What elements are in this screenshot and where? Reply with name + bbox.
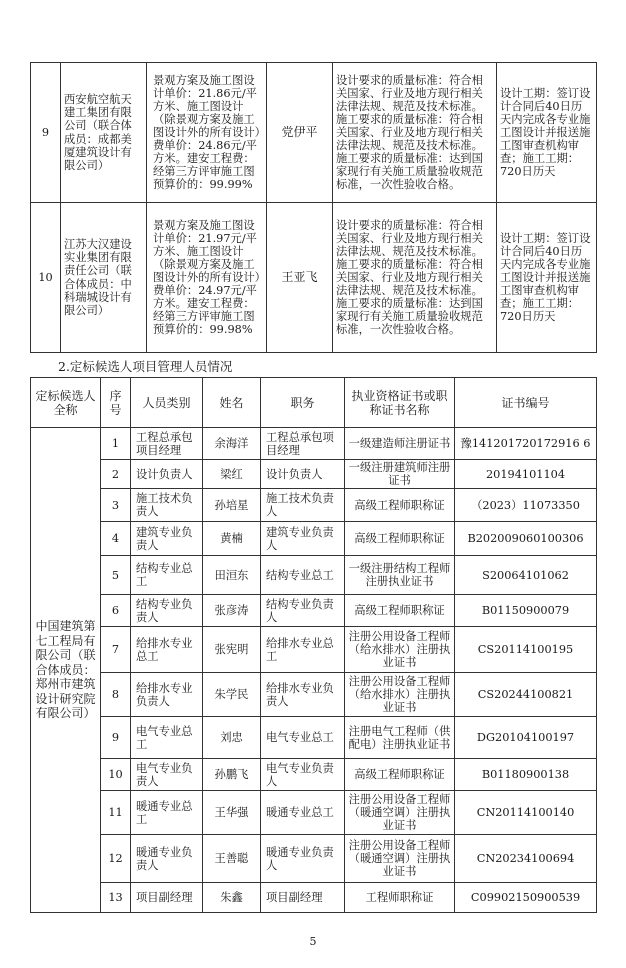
candidate-row <box>31 203 597 353</box>
staff-position: 暖通专业总工 <box>261 791 345 835</box>
staff-row <box>31 717 597 759</box>
header-category: 人员类别 <box>131 378 203 428</box>
staff-cert-no: 20194101104 <box>455 460 597 489</box>
company-name: 江苏大汉建设实业集团有限责任公司（联合体成员：中科瑞城设计有限公司） <box>61 203 147 353</box>
staff-category: 给排水专业负责人 <box>131 673 203 717</box>
staff-qualification: 一级注册结构工程师 注册执业证书 <box>345 556 455 595</box>
staff-qualification: 注册公用设备工程师（给水排水）注册执业证书 <box>345 627 455 673</box>
staff-no: 3 <box>101 489 131 522</box>
staff-position: 施工技术负责人 <box>261 489 345 522</box>
candidate-table <box>30 62 597 353</box>
staff-position: 暖通专业负责人 <box>261 835 345 883</box>
staff-row <box>31 595 597 627</box>
staff-name: 余海洋 <box>203 428 261 460</box>
staff-no: 2 <box>101 460 131 489</box>
header-row <box>31 378 597 428</box>
staff-qualification: 一级注册建筑师注册证书 <box>345 460 455 489</box>
staff-name: 张彦涛 <box>203 595 261 627</box>
staff-row <box>31 627 597 673</box>
staff-row <box>31 791 597 835</box>
staff-qualification: 高级工程师职称证 <box>345 522 455 556</box>
staff-category: 电气专业总工 <box>131 717 203 759</box>
staff-position: 项目副经理 <box>261 883 345 913</box>
staff-cert-no: 豫141201720172916 6 <box>455 428 597 460</box>
staff-name: 孙培星 <box>203 489 261 522</box>
staff-category: 暖通专业负责人 <box>131 835 203 883</box>
staff-no: 13 <box>101 883 131 913</box>
staff-cert-no: S20064101062 <box>455 556 597 595</box>
staff-position: 电气专业总工 <box>261 717 345 759</box>
header-candidate: 定标候选人全称 <box>31 378 101 428</box>
staff-cert-no: B01180900138 <box>455 759 597 791</box>
construction-period: 设计工期：签订设计合同后40日历天内完成各专业施工图设计并报送施工图审查机构审查；施工工期：720日历天 <box>497 203 597 353</box>
staff-cert-no: （2023）11073350 <box>455 489 597 522</box>
staff-category: 给排水专业总工 <box>131 627 203 673</box>
staff-row <box>31 489 597 522</box>
staff-qualification: 工程师职称证 <box>345 883 455 913</box>
project-manager-name: 王亚飞 <box>267 203 333 353</box>
staff-row <box>31 556 597 595</box>
candidate-row <box>31 63 597 203</box>
staff-no: 1 <box>101 428 131 460</box>
staff-qualification: 高级工程师职称证 <box>345 595 455 627</box>
staff-row <box>31 428 597 460</box>
staff-row <box>31 759 597 791</box>
staff-row <box>31 883 597 913</box>
row-number: 9 <box>31 63 61 203</box>
staff-qualification: 高级工程师职称证 <box>345 759 455 791</box>
project-manager-name: 党伊平 <box>267 63 333 203</box>
staff-category: 施工技术负责人 <box>131 489 203 522</box>
staff-cert-no: B202009060100306 <box>455 522 597 556</box>
candidate-company: 中国建筑第七工程局有限公司（联合体成员：郑州市建筑设计研究院有限公司） <box>31 428 101 913</box>
staff-cert-no: C09902150900539 <box>455 883 597 913</box>
staff-position: 工程总承包项目经理 <box>261 428 345 460</box>
staff-no: 4 <box>101 522 131 556</box>
staff-name: 刘忠 <box>203 717 261 759</box>
staff-category: 暖通专业总工 <box>131 791 203 835</box>
staff-name: 王华强 <box>203 791 261 835</box>
staff-name: 梁红 <box>203 460 261 489</box>
staff-row <box>31 522 597 556</box>
staff-position: 结构专业负责人 <box>261 595 345 627</box>
staff-category: 结构专业负责人 <box>131 595 203 627</box>
staff-cert-no: CS20244100821 <box>455 673 597 717</box>
staff-position: 设计负责人 <box>261 460 345 489</box>
fee-description: 景观方案及施工图设计单价：21.86元/平方米、施工图设计（除景观方案及施工图设计外的所有设计）费单价：24.86元/平方米。建安工程费：经第三方评审施工图预算价的：99.99% <box>147 63 267 203</box>
staff-category: 项目副经理 <box>131 883 203 913</box>
staff-cert-no: CN20234100694 <box>455 835 597 883</box>
fee-description: 景观方案及施工图设计单价：21.97元/平方米、施工图设计（除景观方案及施工图设计外的所有设计）费单价：24.97元/平方米。建安工程费：经第三方评审施工图预算价的：99.98% <box>147 203 267 353</box>
staff-position: 给排水专业负责人 <box>261 673 345 717</box>
staff-qualification: 注册公用设备工程师（暖通空调）注册执业证书 <box>345 791 455 835</box>
section-title: 2.定标候选人项目管理人员情况 <box>58 359 233 374</box>
staff-no: 11 <box>101 791 131 835</box>
header-no: 序号 <box>101 378 131 428</box>
staff-qualification: 注册电气工程师（供配电）注册执业证书 <box>345 717 455 759</box>
staff-cert-no: DG20104100197 <box>455 717 597 759</box>
staff-name: 朱学民 <box>203 673 261 717</box>
staff-name: 田洹东 <box>203 556 261 595</box>
staff-category: 电气专业负责人 <box>131 759 203 791</box>
staff-cert-no: CS20114100195 <box>455 627 597 673</box>
staff-row <box>31 460 597 489</box>
staff-cert-no: B01150900079 <box>455 595 597 627</box>
quality-standard: 设计要求的质量标准：符合相关国家、行业及地方现行相关法律法规、规范及技术标准。施工要求的质量标准：符合相关国家、行业及地方现行相关法律法规、规范及技术标准。施工要求的质量标准：达到国家现行有关施工质量验收规范标准，一次性验收合格。 <box>333 203 497 353</box>
staff-no: 5 <box>101 556 131 595</box>
staff-table <box>30 377 597 913</box>
row-number: 10 <box>31 203 61 353</box>
staff-category: 结构专业总工 <box>131 556 203 595</box>
staff-qualification: 注册公用设备工程师（暖通空调）注册执业证书 <box>345 835 455 883</box>
staff-category: 建筑专业负责人 <box>131 522 203 556</box>
staff-no: 7 <box>101 627 131 673</box>
quality-standard: 设计要求的质量标准：符合相关国家、行业及地方现行相关法律法规、规范及技术标准。施工要求的质量标准：符合相关国家、行业及地方现行相关法律法规、规范及技术标准。施工要求的质量标准：达到国家现行有关施工质量验收规范标准，一次性验收合格。 <box>333 63 497 203</box>
staff-no: 10 <box>101 759 131 791</box>
staff-position: 电气专业负责人 <box>261 759 345 791</box>
staff-qualification: 注册公用设备工程师（给水排水）注册执业证书 <box>345 673 455 717</box>
staff-cert-no: CN20114100140 <box>455 791 597 835</box>
construction-period: 设计工期：签订设计合同后40日历天内完成各专业施工图设计并报送施工图审查机构审查；施工工期：720日历天 <box>497 63 597 203</box>
staff-no: 12 <box>101 835 131 883</box>
staff-category: 设计负责人 <box>131 460 203 489</box>
company-name: 西安航空航天建工集团有限公司（联合体成员：成都美厦建筑设计有限公司） <box>61 63 147 203</box>
staff-no: 6 <box>101 595 131 627</box>
staff-position: 给排水专业总工 <box>261 627 345 673</box>
header-qualification: 执业资格证书或职称证书名称 <box>345 378 455 428</box>
staff-category: 工程总承包项目经理 <box>131 428 203 460</box>
staff-name: 黄楠 <box>203 522 261 556</box>
staff-position: 建筑专业负责人 <box>261 522 345 556</box>
staff-row <box>31 673 597 717</box>
staff-name: 张宪明 <box>203 627 261 673</box>
header-position: 职务 <box>261 378 345 428</box>
staff-name: 朱鑫 <box>203 883 261 913</box>
staff-name: 王善聪 <box>203 835 261 883</box>
staff-no: 8 <box>101 673 131 717</box>
staff-no: 9 <box>101 717 131 759</box>
staff-qualification: 高级工程师职称证 <box>345 489 455 522</box>
staff-qualification: 一级建造师注册证书 <box>345 428 455 460</box>
header-cert-no: 证书编号 <box>455 378 597 428</box>
page-number: 5 <box>309 935 317 948</box>
staff-row <box>31 835 597 883</box>
staff-position: 结构专业总工 <box>261 556 345 595</box>
header-name: 姓名 <box>203 378 261 428</box>
staff-name: 孙鹏飞 <box>203 759 261 791</box>
